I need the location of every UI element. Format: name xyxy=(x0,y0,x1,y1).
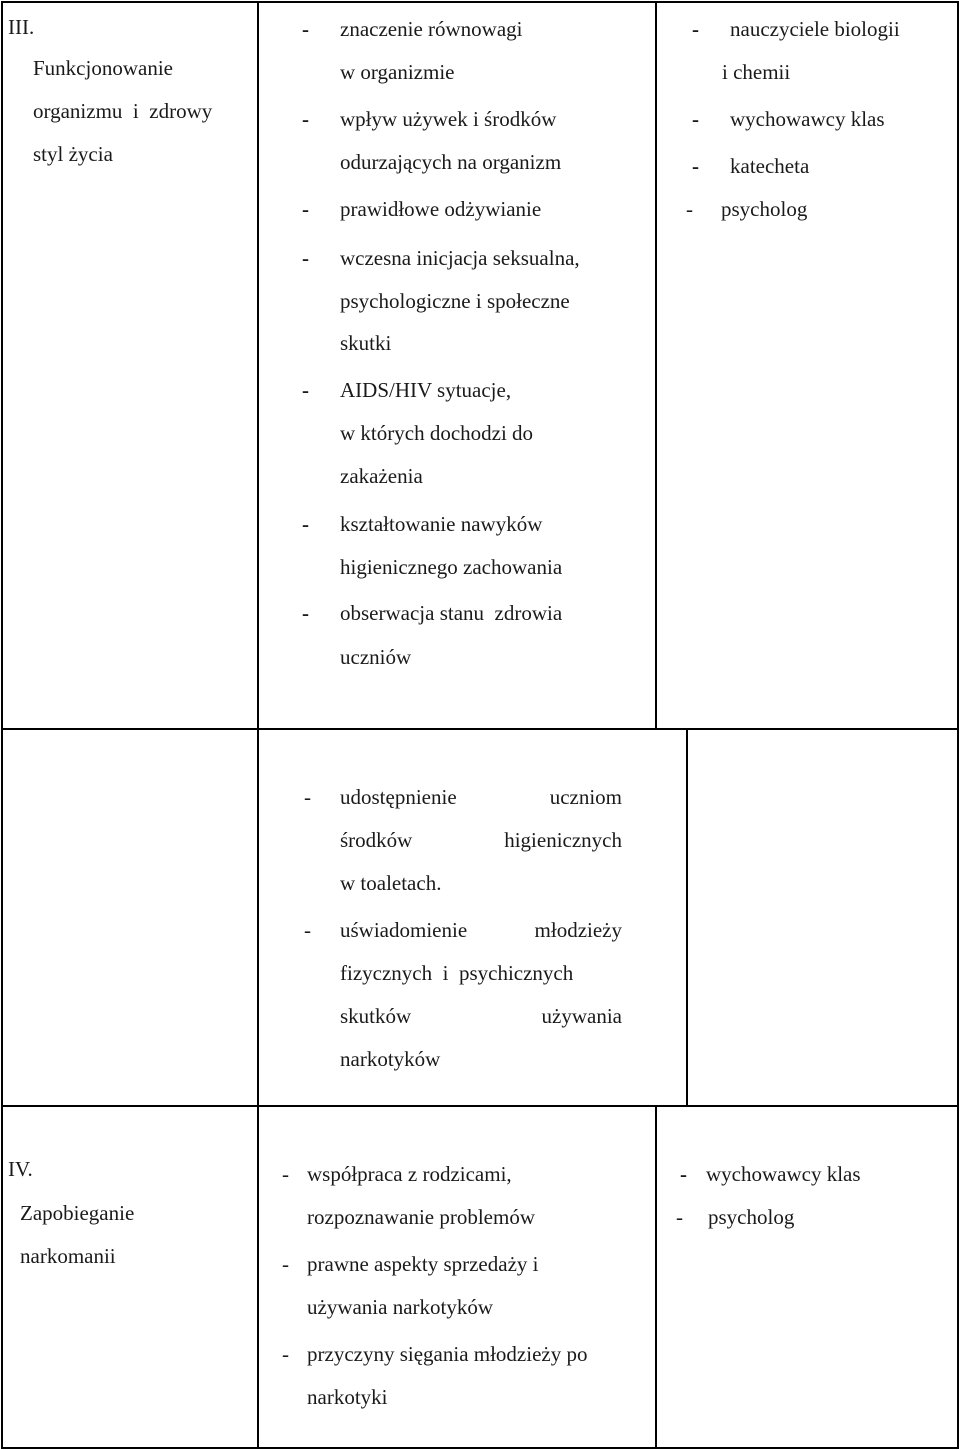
responsible-line: psycholog xyxy=(721,197,808,221)
topic-line: fizycznych i psychicznych xyxy=(340,961,574,985)
bullet-dash: - xyxy=(302,17,309,41)
topic-line: wczesna inicjacja seksualna, xyxy=(340,246,580,270)
responsible-line: nauczyciele biologii xyxy=(730,17,900,41)
justified-line xyxy=(340,819,622,862)
bullet-dash: - xyxy=(302,197,309,221)
topic-line: prawne aspekty sprzedaży i xyxy=(307,1252,539,1276)
bullet-dash: - xyxy=(692,17,699,41)
bullet-dash: - xyxy=(304,918,311,942)
topic-line: w organizmie xyxy=(340,60,455,84)
column-divider-2-top xyxy=(655,1,657,730)
line-word: uświadomienie xyxy=(340,918,468,942)
line-word: środków xyxy=(340,828,413,852)
bullet-dash: - xyxy=(302,378,309,402)
topic-line: używania narkotyków xyxy=(307,1295,494,1319)
line-word: udostępnienie xyxy=(340,785,457,809)
line-word: uczniom xyxy=(549,785,622,809)
topic-line: higienicznego zachowania xyxy=(340,555,563,579)
table-bottom-border xyxy=(1,1447,959,1449)
column-divider-2-bottom xyxy=(655,1105,657,1449)
topic-line: współpraca z rodzicami, xyxy=(307,1162,512,1186)
topic-line: kształtowanie nawyków xyxy=(340,512,543,536)
topic-line: rozpoznawanie problemów xyxy=(307,1205,535,1229)
topic-line: uczniów xyxy=(340,645,412,669)
bullet-dash: - xyxy=(302,107,309,131)
bullet-dash: - xyxy=(692,107,699,131)
section-iv-title-line: narkomanii xyxy=(20,1244,116,1268)
section-iv-number: IV. xyxy=(8,1157,33,1181)
topic-line: zakażenia xyxy=(340,464,423,488)
topic-line: narkotyki xyxy=(307,1385,388,1409)
justified-line xyxy=(340,776,622,819)
section-iii-number: III. xyxy=(8,15,35,39)
bullet-dash: - xyxy=(686,197,693,221)
column-divider-2-middle xyxy=(686,728,688,1107)
column-divider-1 xyxy=(257,1,259,1449)
topic-line: w których dochodzi do xyxy=(340,421,534,445)
bullet-dash: - xyxy=(680,1162,687,1186)
table-left-border xyxy=(1,1,3,1449)
bullet-dash: - xyxy=(302,246,309,270)
topic-line: psychologiczne i społeczne xyxy=(340,289,570,313)
topic-line: odurzających na organizm xyxy=(340,150,562,174)
responsible-line: i chemii xyxy=(722,60,791,84)
topic-line: obserwacja stanu zdrowia xyxy=(340,601,563,625)
table-top-border xyxy=(1,1,959,3)
bullet-dash: - xyxy=(282,1252,289,1276)
justified-line xyxy=(340,995,622,1038)
section-iv-title-line: Zapobieganie xyxy=(20,1201,135,1225)
topic-line: wpływ używek i środków xyxy=(340,107,557,131)
bullet-dash: - xyxy=(304,785,311,809)
section-iii-title-line: styl życia xyxy=(33,142,113,166)
topic-line: znaczenie równowagi xyxy=(340,17,523,41)
line-word: higienicznych xyxy=(504,828,622,852)
bullet-dash: - xyxy=(302,512,309,536)
line-word: młodzieży xyxy=(534,918,622,942)
section-iii-title-line: Funkcjonowanie xyxy=(33,56,173,80)
bullet-dash: - xyxy=(282,1342,289,1366)
responsible-line: wychowawcy klas xyxy=(730,107,885,131)
responsible-line: katecheta xyxy=(730,154,810,178)
topic-line: skutki xyxy=(340,331,392,355)
line-word: skutków xyxy=(340,1004,412,1028)
table-right-border xyxy=(957,1,959,1449)
justified-line xyxy=(340,909,622,952)
responsible-line: psycholog xyxy=(708,1205,795,1229)
topic-line: prawidłowe odżywianie xyxy=(340,197,542,221)
topic-line: narkotyków xyxy=(340,1047,441,1071)
responsible-line: wychowawcy klas xyxy=(706,1162,861,1186)
row-divider-1 xyxy=(1,728,959,730)
topic-line: w toaletach. xyxy=(340,871,442,895)
row-divider-2 xyxy=(1,1105,959,1107)
line-word: używania xyxy=(541,1004,622,1028)
bullet-dash: - xyxy=(676,1205,683,1229)
section-iii-title-line: organizmu i zdrowy xyxy=(33,99,213,123)
topic-line: przyczyny sięgania młodzieży po xyxy=(307,1342,588,1366)
bullet-dash: - xyxy=(302,601,309,625)
bullet-dash: - xyxy=(692,154,699,178)
topic-line: AIDS/HIV sytuacje, xyxy=(340,378,512,402)
bullet-dash: - xyxy=(282,1162,289,1186)
